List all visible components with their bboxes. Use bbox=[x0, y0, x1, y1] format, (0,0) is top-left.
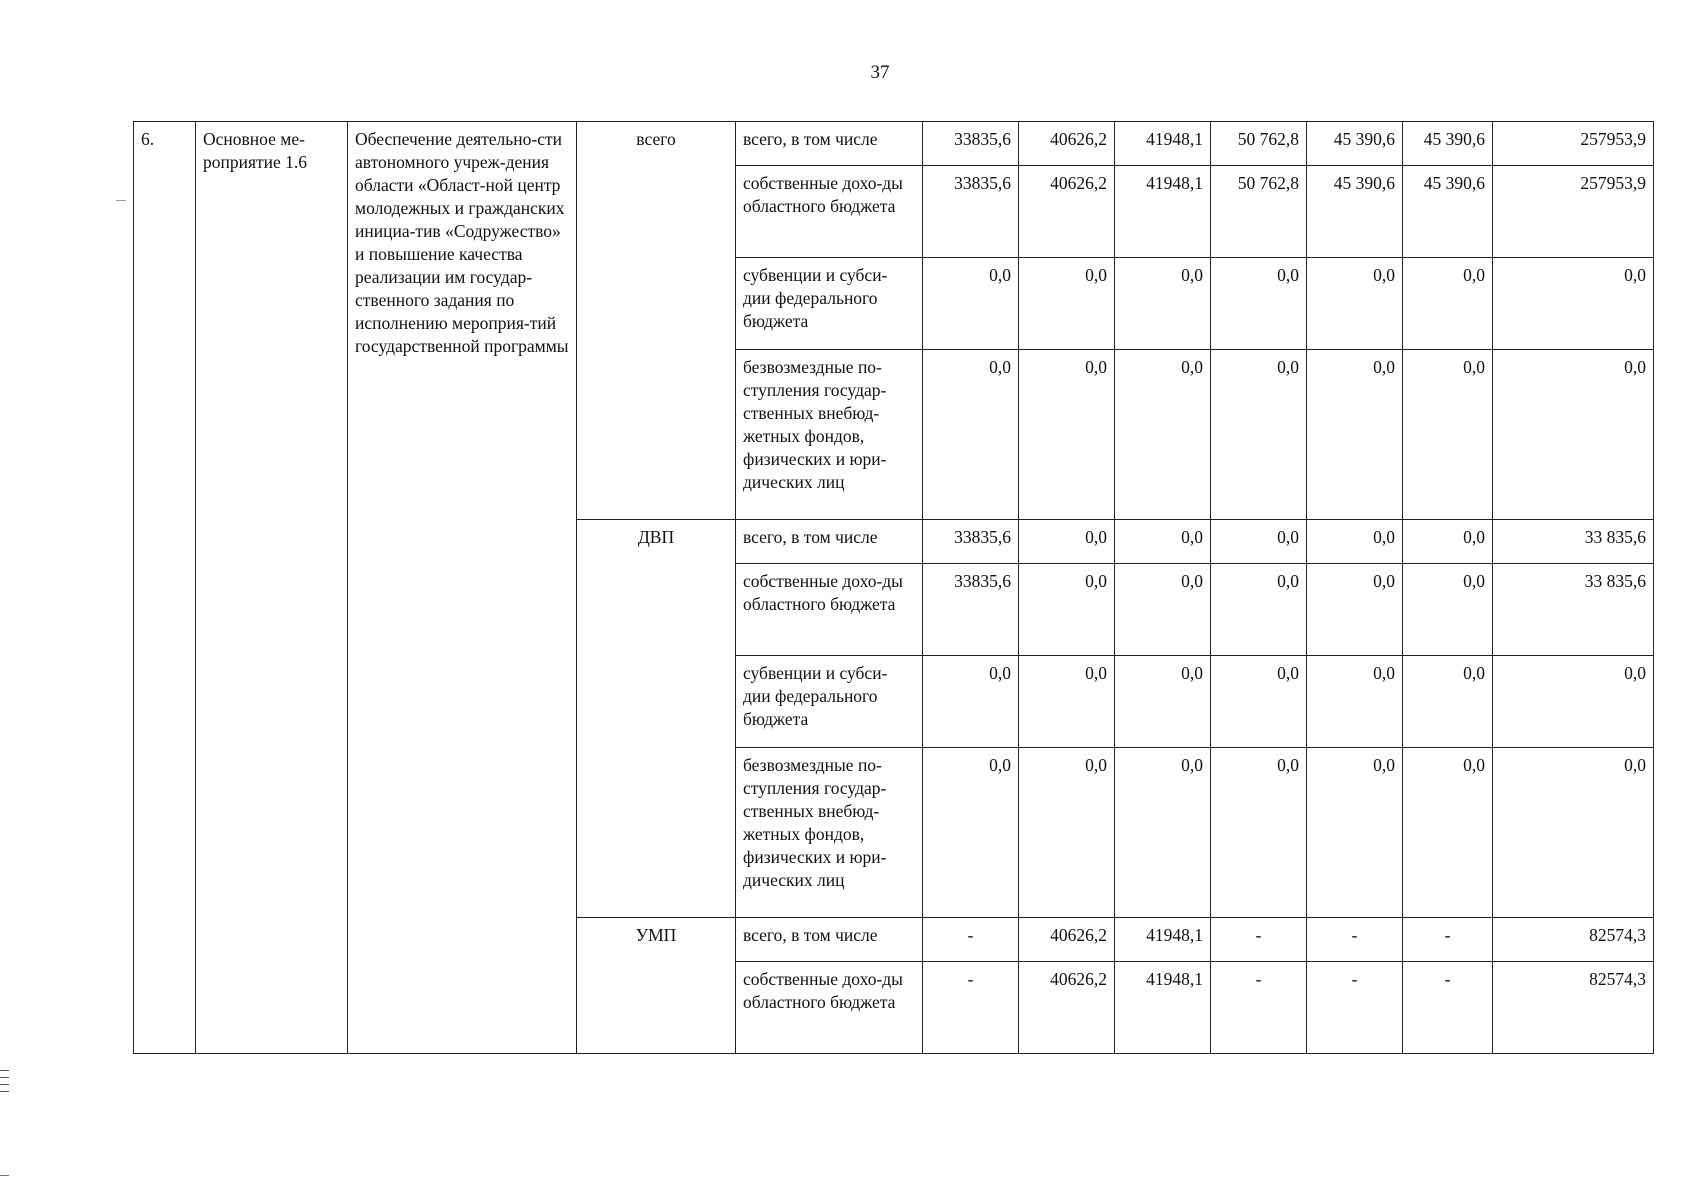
year-value-cell: 0,0 bbox=[1403, 520, 1493, 564]
funding-source-cell: всего, в том числе bbox=[736, 918, 923, 962]
table-body bbox=[134, 122, 1654, 1054]
year-value-cell: 45 390,6 bbox=[1403, 122, 1493, 166]
year-value-cell: - bbox=[1307, 962, 1403, 1054]
year-value-cell: 45 390,6 bbox=[1307, 166, 1403, 258]
year-value-cell: 0,0 bbox=[1211, 656, 1307, 748]
funding-source-cell: безвозмездные по-ступления государ-ственных внебюд-жетных фондов, физических и юри-дических лиц bbox=[736, 350, 923, 520]
total-cell: 257953,9 bbox=[1493, 166, 1654, 258]
year-value-cell: 0,0 bbox=[1115, 258, 1211, 350]
funding-source-cell: собственные дохо-ды областного бюджета bbox=[736, 564, 923, 656]
corner-mark bbox=[0, 1175, 9, 1176]
year-value-cell: 0,0 bbox=[1115, 520, 1211, 564]
year-value-cell: - bbox=[1211, 962, 1307, 1054]
year-value-cell: 0,0 bbox=[1403, 748, 1493, 918]
year-value-cell: 0,0 bbox=[923, 748, 1019, 918]
total-cell: 0,0 bbox=[1493, 258, 1654, 350]
year-value-cell: - bbox=[923, 918, 1019, 962]
total-cell: 0,0 bbox=[1493, 350, 1654, 520]
year-value-cell: 41948,1 bbox=[1115, 122, 1211, 166]
year-value-cell: - bbox=[1211, 918, 1307, 962]
description-cell: Обеспечение деятельно-сти автономного учреж-дения области «Област-ной центр молодежных и гражданских инициа-тив «Содружество» и повышение качества реализации им государ-ственного задания по исполнению мероприя-тий государственной программы bbox=[348, 122, 577, 1054]
total-cell: 82574,3 bbox=[1493, 962, 1654, 1054]
year-value-cell: 33835,6 bbox=[923, 564, 1019, 656]
funding-source-cell: субвенции и субси-дии федерального бюджета bbox=[736, 258, 923, 350]
year-value-cell: 0,0 bbox=[1211, 748, 1307, 918]
year-value-cell: 0,0 bbox=[1019, 258, 1115, 350]
year-value-cell: 41948,1 bbox=[1115, 918, 1211, 962]
year-value-cell: - bbox=[1307, 918, 1403, 962]
funding-source-cell: собственные дохо-ды областного бюджета bbox=[736, 166, 923, 258]
year-value-cell: 0,0 bbox=[1211, 520, 1307, 564]
year-value-cell: - bbox=[1403, 918, 1493, 962]
year-value-cell: 0,0 bbox=[923, 350, 1019, 520]
year-value-cell: - bbox=[923, 962, 1019, 1054]
year-value-cell: 50 762,8 bbox=[1211, 166, 1307, 258]
year-value-cell: 0,0 bbox=[1211, 258, 1307, 350]
year-value-cell: 33835,6 bbox=[923, 122, 1019, 166]
funding-source-cell: всего, в том числе bbox=[736, 122, 923, 166]
year-value-cell: 0,0 bbox=[1211, 564, 1307, 656]
year-value-cell: 45 390,6 bbox=[1403, 166, 1493, 258]
year-value-cell: 0,0 bbox=[1019, 656, 1115, 748]
year-value-cell: 0,0 bbox=[1307, 656, 1403, 748]
year-value-cell: 0,0 bbox=[1307, 748, 1403, 918]
year-value-cell: 0,0 bbox=[1403, 564, 1493, 656]
total-cell: 0,0 bbox=[1493, 748, 1654, 918]
executor-cell: УМП bbox=[577, 918, 736, 1054]
total-cell: 33 835,6 bbox=[1493, 564, 1654, 656]
year-value-cell: 0,0 bbox=[1019, 520, 1115, 564]
year-value-cell: 41948,1 bbox=[1115, 962, 1211, 1054]
year-value-cell: 0,0 bbox=[1115, 564, 1211, 656]
year-value-cell: 0,0 bbox=[1307, 258, 1403, 350]
year-value-cell: 0,0 bbox=[923, 258, 1019, 350]
year-value-cell: 45 390,6 bbox=[1307, 122, 1403, 166]
year-value-cell: 0,0 bbox=[1019, 564, 1115, 656]
activity-cell: Основное ме-роприятие 1.6 bbox=[196, 122, 348, 1054]
year-value-cell: 40626,2 bbox=[1019, 918, 1115, 962]
year-value-cell: 50 762,8 bbox=[1211, 122, 1307, 166]
year-value-cell: 0,0 bbox=[1115, 748, 1211, 918]
year-value-cell: 0,0 bbox=[1211, 350, 1307, 520]
year-value-cell: 0,0 bbox=[1115, 656, 1211, 748]
funding-source-cell: собственные дохо-ды областного бюджета bbox=[736, 962, 923, 1054]
year-value-cell: 0,0 bbox=[1307, 520, 1403, 564]
year-value-cell: 0,0 bbox=[923, 656, 1019, 748]
year-value-cell: 40626,2 bbox=[1019, 962, 1115, 1054]
year-value-cell: 0,0 bbox=[1019, 350, 1115, 520]
funding-source-cell: безвозмездные по-ступления государ-ственных внебюд-жетных фондов, физических и юри-дических лиц bbox=[736, 748, 923, 918]
total-cell: 82574,3 bbox=[1493, 918, 1654, 962]
year-value-cell: 0,0 bbox=[1403, 350, 1493, 520]
row-index-cell: 6. bbox=[134, 122, 196, 1054]
year-value-cell: 40626,2 bbox=[1019, 122, 1115, 166]
total-cell: 257953,9 bbox=[1493, 122, 1654, 166]
total-cell: 0,0 bbox=[1493, 656, 1654, 748]
year-value-cell: 0,0 bbox=[1307, 564, 1403, 656]
year-value-cell: 33835,6 bbox=[923, 166, 1019, 258]
total-cell: 33 835,6 bbox=[1493, 520, 1654, 564]
executor-cell: всего bbox=[577, 122, 736, 520]
funding-source-cell: субвенции и субси-дии федерального бюджета bbox=[736, 656, 923, 748]
year-value-cell: 33835,6 bbox=[923, 520, 1019, 564]
year-value-cell: 0,0 bbox=[1403, 656, 1493, 748]
executor-cell: ДВП bbox=[577, 520, 736, 918]
year-value-cell: 41948,1 bbox=[1115, 166, 1211, 258]
year-value-cell: 40626,2 bbox=[1019, 166, 1115, 258]
page-number: 37 bbox=[870, 62, 890, 83]
year-value-cell: 0,0 bbox=[1115, 350, 1211, 520]
year-value-cell: - bbox=[1403, 962, 1493, 1054]
margin-mark bbox=[116, 200, 126, 201]
year-value-cell: 0,0 bbox=[1403, 258, 1493, 350]
year-value-cell: 0,0 bbox=[1307, 350, 1403, 520]
table-row bbox=[134, 122, 1654, 166]
funding-source-cell: всего, в том числе bbox=[736, 520, 923, 564]
budget-table bbox=[133, 121, 1654, 1054]
left-edge-marks bbox=[0, 1070, 9, 1098]
year-value-cell: 0,0 bbox=[1019, 748, 1115, 918]
